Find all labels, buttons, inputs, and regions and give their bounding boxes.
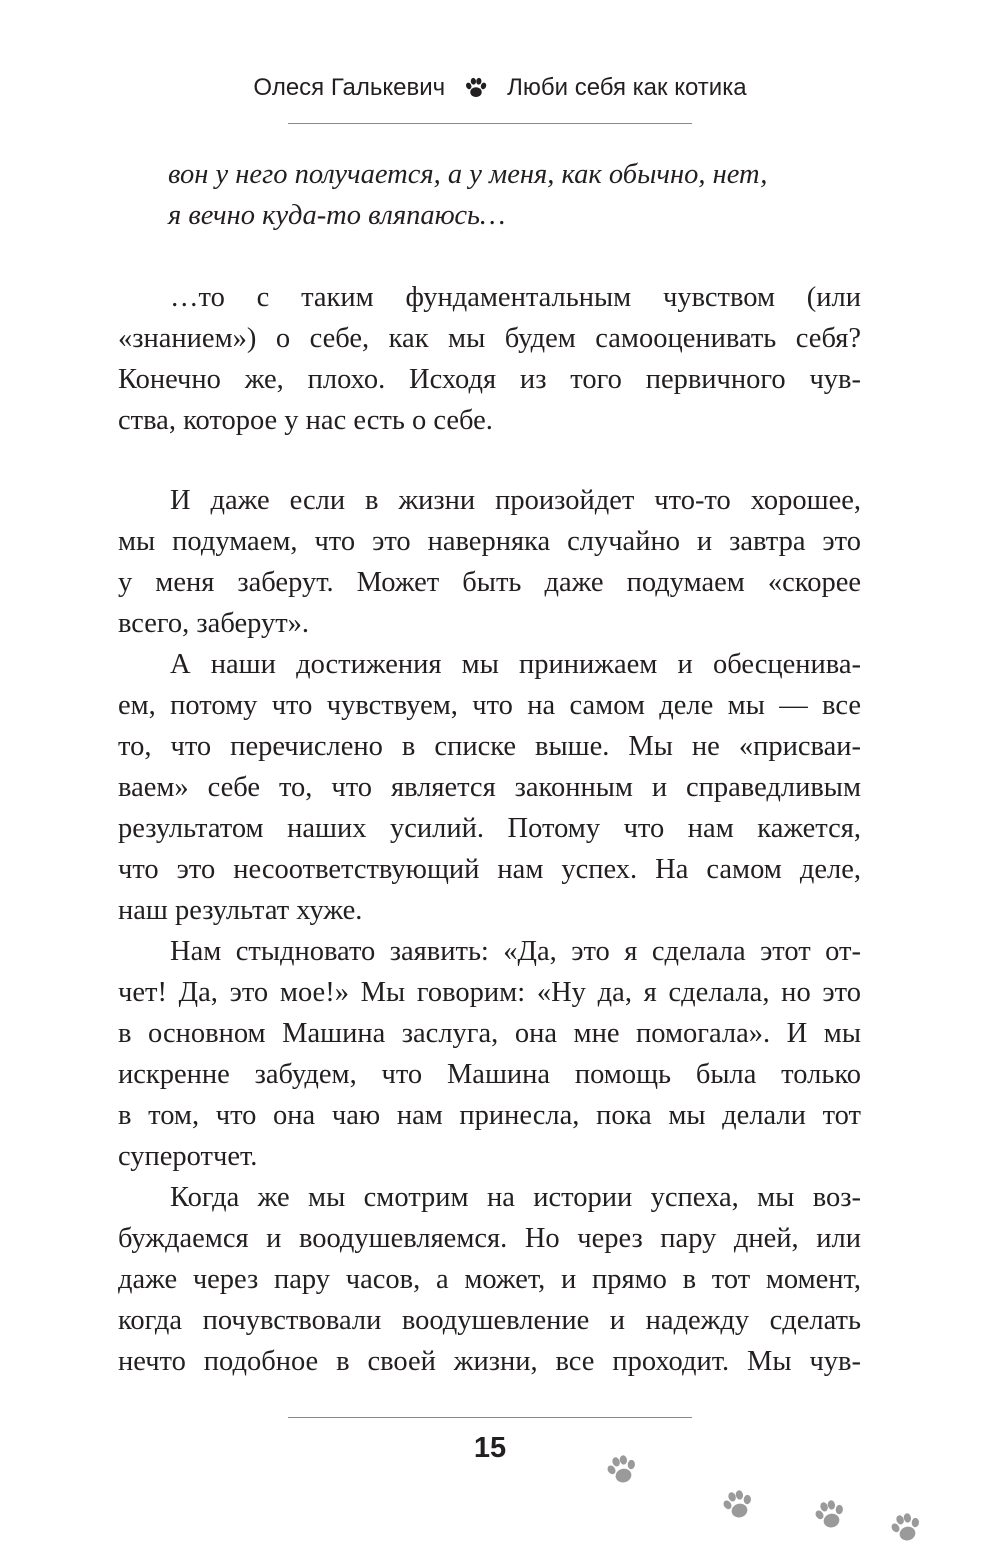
text-line: «знанием») о себе, как мы будем самооценивать себя? <box>118 323 861 354</box>
text-line: И даже если в жизни произойдет что-то хорошее, <box>170 485 861 516</box>
text-line: то, что перечислено в списке выше. Мы не «присваи- <box>118 731 861 762</box>
paw-print-icon <box>716 1483 760 1527</box>
header-book-title: Люби себя как котика <box>507 74 747 101</box>
text-line: Нам стыдновато заявить: «Да, это я сделала этот от- <box>170 936 861 967</box>
text-line: что это несоответствующий нам успех. На самом деле, <box>118 854 861 885</box>
paragraph-4 <box>118 931 861 1177</box>
text-line: мы подумаем, что это наверняка случайно и завтра это <box>118 526 861 557</box>
text-line: даже через пару часов, а может, и прямо в тот момент, <box>118 1264 861 1295</box>
text-line: ем, потому что чувствуем, что на самом деле мы — все <box>118 690 861 721</box>
italic-quote <box>168 154 868 236</box>
page-number: 15 <box>473 1432 507 1464</box>
text-line: чет! Да, это мое!» Мы говорим: «Ну да, я сделала, но это <box>118 977 861 1008</box>
text-line: А наши достижения мы принижаем и обесценива- <box>170 649 861 680</box>
text-line: результатом наших усилий. Потому что нам кажется, <box>118 813 861 844</box>
paragraph-2 <box>118 480 861 644</box>
running-header <box>0 68 1000 108</box>
header-divider <box>288 123 692 124</box>
text-line: у меня заберут. Может быть даже подумаем «скорее <box>118 567 861 598</box>
text-line: когда почувствовали воодушевление и надежду сделать <box>118 1305 861 1336</box>
footer-divider <box>288 1417 692 1418</box>
quote-line: вон у него получается, а у меня, как обычно, нет, <box>168 159 768 190</box>
text-line: Конечно же, плохо. Исходя из того первичного чув- <box>118 364 861 395</box>
text-line: искренне забудем, что Машина помощь была только <box>118 1059 861 1090</box>
text-line: суперотчет. <box>118 1141 258 1172</box>
text-line: ваем» себе то, что является законным и справедливым <box>118 772 861 803</box>
text-line: …то с таким фундаментальным чувством (или <box>170 282 861 313</box>
text-line: нечто подобное в своей жизни, все проходит. Мы чув- <box>118 1346 861 1377</box>
text-line: в том, что она чаю нам принесла, пока мы делали тот <box>118 1100 861 1131</box>
text-line: всего, заберут». <box>118 608 310 639</box>
paragraph-5 <box>118 1177 861 1382</box>
text-line: Когда же мы смотрим на истории успеха, мы воз- <box>170 1182 861 1213</box>
paw-print-icon <box>808 1493 852 1537</box>
paw-print-icon <box>884 1506 928 1550</box>
text-line: ства, которое у нас есть о себе. <box>118 405 493 436</box>
paragraph-1 <box>118 277 861 441</box>
header-author: Олеся Галькевич <box>253 74 446 101</box>
paragraph-3 <box>118 644 861 931</box>
quote-line: я вечно куда-то вляпаюсь… <box>168 200 506 231</box>
text-line: наш результат хуже. <box>118 895 363 926</box>
text-line: буждаемся и воодушевляемся. Но через пару дней, или <box>118 1223 861 1254</box>
paw-icon <box>463 75 489 101</box>
text-line: в основном Машина заслуга, она мне помогала». И мы <box>118 1018 861 1049</box>
